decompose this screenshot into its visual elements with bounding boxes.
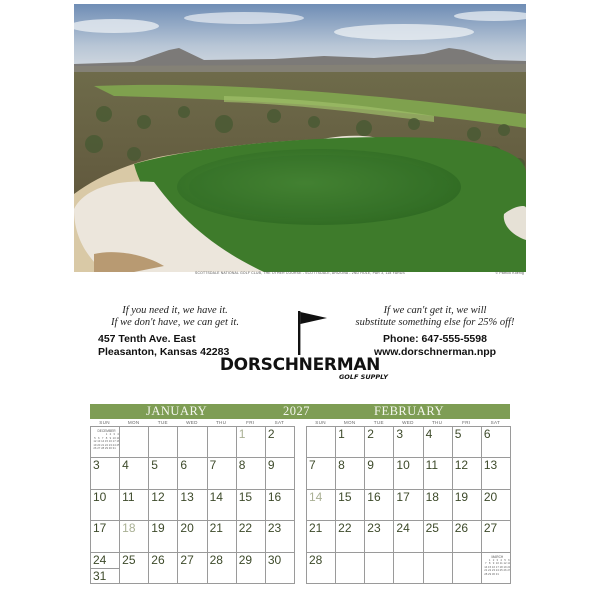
mini-calendar-day: 5 bbox=[94, 435, 96, 440]
mini-calendar-day: 31 bbox=[112, 446, 116, 451]
calendar-day-cell bbox=[394, 490, 423, 521]
photo-caption bbox=[74, 271, 526, 277]
calendar-day-cell bbox=[266, 427, 295, 458]
calendar-day-cell bbox=[149, 521, 178, 552]
day-number: 4 bbox=[425, 427, 433, 441]
mini-calendar-day: 22 bbox=[488, 568, 492, 573]
mini-calendar-day: 1 bbox=[488, 557, 491, 562]
mini-calendar-day: 19 bbox=[93, 442, 97, 447]
calendar-day-cell bbox=[208, 521, 237, 552]
mini-calendar bbox=[93, 429, 120, 451]
day-number: 31 bbox=[93, 568, 107, 583]
slogan-left-line-1: If you need it, we have it. bbox=[122, 305, 228, 316]
mini-calendar-day: 9 bbox=[492, 561, 495, 566]
day-number: 28 bbox=[309, 552, 323, 567]
calendar-day-cell bbox=[365, 490, 394, 521]
calendar-day-cell bbox=[453, 553, 482, 584]
calendar-grid-february bbox=[306, 426, 511, 584]
mini-calendar-day: 4 bbox=[500, 557, 502, 562]
weekday-label: SUN bbox=[99, 420, 110, 425]
month-name-february: FEBRUARY bbox=[374, 404, 444, 418]
address-line-2: Pleasanton, Kansas 42283 bbox=[98, 346, 230, 358]
calendar-day-cell bbox=[453, 427, 482, 458]
day-number: 14 bbox=[209, 489, 223, 504]
day-number: 6 bbox=[180, 458, 188, 473]
day-number: 11 bbox=[122, 489, 135, 504]
slogan-left bbox=[90, 305, 260, 329]
mini-calendar-day: 2 bbox=[492, 557, 495, 562]
calendar-day-cell bbox=[482, 427, 511, 458]
calendar-day-cell bbox=[120, 458, 149, 489]
weekday-label: TUE bbox=[373, 420, 384, 425]
weekday-label: MON bbox=[127, 420, 140, 425]
calendar-day-cell bbox=[208, 427, 237, 458]
day-number: 5 bbox=[151, 458, 158, 473]
mini-calendar-day: 14 bbox=[484, 564, 488, 569]
mini-calendar-day: 12 bbox=[93, 439, 97, 444]
mini-calendar-day: 18 bbox=[116, 439, 120, 444]
day-number: 12 bbox=[151, 489, 165, 504]
mini-calendar-day: 27 bbox=[97, 446, 101, 451]
day-number: 1 bbox=[338, 427, 345, 441]
day-number: 10 bbox=[396, 458, 410, 473]
day-number: 8 bbox=[238, 458, 246, 473]
day-number: 5 bbox=[454, 427, 462, 441]
calendar-day-cell bbox=[336, 427, 365, 458]
weekday-label: THU bbox=[431, 420, 443, 425]
mini-calendar-day: 7 bbox=[101, 435, 104, 440]
weekday-label: MON bbox=[343, 420, 356, 425]
calendar-day-cell bbox=[453, 490, 482, 521]
weekday-label: SAT bbox=[274, 420, 285, 425]
calendar-day-cell bbox=[307, 427, 336, 458]
weekday-label: SUN bbox=[315, 420, 326, 425]
calendar-day-cell bbox=[453, 521, 482, 552]
mini-calendar-day: 22 bbox=[104, 442, 109, 447]
day-number: 18 bbox=[425, 489, 439, 504]
calendar-day-cell bbox=[208, 490, 237, 521]
calendar-day-cell bbox=[208, 458, 237, 489]
calendar-day-cell bbox=[178, 553, 207, 584]
calendar-day-cell bbox=[365, 553, 394, 584]
day-number: 23 bbox=[367, 521, 381, 536]
weekday-label: SAT bbox=[490, 420, 501, 425]
calendar-day-cell bbox=[307, 521, 336, 552]
golf-flag-icon bbox=[294, 309, 330, 359]
day-number: 24 bbox=[396, 521, 410, 536]
mini-calendar-day: 8 bbox=[105, 435, 108, 440]
calendar-day-cell bbox=[178, 458, 207, 489]
day-number: 17 bbox=[396, 489, 410, 504]
calendar-day-cell bbox=[424, 490, 453, 521]
mini-calendar-day bbox=[507, 573, 511, 577]
mini-calendar-day: 20 bbox=[507, 564, 511, 569]
calendar-day-cell bbox=[266, 521, 295, 552]
mini-calendar-title: MARCH bbox=[491, 554, 504, 559]
mini-calendar-day: 5 bbox=[504, 557, 506, 562]
calendar-day-cell bbox=[394, 458, 423, 489]
calendar-day-cell bbox=[424, 427, 453, 458]
calendar-year: 2027 bbox=[283, 404, 310, 418]
mini-calendar-day: 12 bbox=[503, 561, 507, 566]
mini-calendar-day: 28 bbox=[484, 571, 488, 576]
calendar-day-cell bbox=[365, 427, 394, 458]
mini-calendar-day: 23 bbox=[491, 568, 496, 573]
mini-calendar-day: 1 bbox=[105, 432, 108, 436]
calendar-day-cell bbox=[307, 490, 336, 521]
mini-calendar-day: 21 bbox=[101, 442, 105, 447]
golf-landscape-illustration bbox=[74, 4, 526, 272]
brand-tagline: GOLF SUPPLY bbox=[338, 373, 388, 381]
mini-calendar-day: 11 bbox=[499, 561, 503, 566]
mini-calendar bbox=[484, 555, 511, 577]
weekday-label: WED bbox=[186, 420, 198, 425]
day-number: 2 bbox=[367, 427, 374, 441]
mini-calendar-day: 14 bbox=[101, 439, 105, 444]
mini-calendar-day: 26 bbox=[503, 568, 507, 573]
slogan-right-line-1: If we can't get it, we will bbox=[383, 305, 487, 316]
weekday-header-january bbox=[90, 419, 294, 426]
day-number: 16 bbox=[267, 489, 282, 504]
mini-calendar-day: 4 bbox=[117, 432, 119, 436]
day-number: 30 bbox=[267, 552, 282, 567]
calendar-day-cell bbox=[394, 553, 423, 584]
day-number: 6 bbox=[483, 427, 491, 441]
day-number: 15 bbox=[338, 489, 352, 504]
calendar-day-cell bbox=[237, 427, 266, 458]
day-number: 1 bbox=[238, 427, 246, 441]
calendar-day-cell bbox=[424, 458, 453, 489]
day-number: 18 bbox=[122, 521, 136, 536]
day-number: 4 bbox=[122, 458, 129, 473]
day-number: 25 bbox=[425, 521, 439, 536]
calendar-day-cell bbox=[365, 458, 394, 489]
weekday-label: WED bbox=[402, 420, 414, 425]
mini-calendar-day: 16 bbox=[108, 439, 112, 444]
photo-caption-text: SCOTTSDALE NATIONAL GOLF CLUB, THE OTHER COURSE - SCOTTSDALE, ARIZONA - 2ND HOLE, PAR 3, 118 YARDS bbox=[195, 271, 405, 275]
mini-calendar-day: 17 bbox=[112, 439, 116, 444]
mini-calendar-day: 16 bbox=[491, 564, 496, 569]
slogan-right-line-2: substitute something else for 25% off! bbox=[355, 317, 515, 328]
address-line-1: 457 Tenth Ave. East bbox=[98, 333, 196, 345]
mini-calendar-day: 25 bbox=[116, 442, 120, 447]
mini-calendar-day: 6 bbox=[97, 435, 100, 440]
day-number: 2 bbox=[267, 427, 275, 441]
mini-calendar-day: 8 bbox=[488, 561, 491, 566]
day-number: 27 bbox=[180, 552, 194, 567]
day-number: 28 bbox=[209, 552, 223, 567]
day-number: 21 bbox=[309, 521, 323, 536]
day-number: 29 bbox=[238, 552, 253, 567]
calendar-day-cell bbox=[120, 490, 149, 521]
mini-calendar-day: 13 bbox=[97, 439, 101, 444]
day-number: 22 bbox=[338, 521, 352, 536]
mini-calendar-day: 30 bbox=[108, 446, 112, 451]
calendar-day-cell bbox=[91, 458, 120, 489]
mini-calendar-day: 20 bbox=[97, 442, 101, 447]
weekday-label: TUE bbox=[157, 420, 168, 425]
calendar-day-cell bbox=[120, 521, 149, 552]
calendar-day-cell bbox=[208, 553, 237, 584]
weekday-label: THU bbox=[215, 420, 227, 425]
mini-calendar-day: 24 bbox=[112, 442, 116, 447]
calendar-day-cell bbox=[482, 458, 511, 489]
calendar-day-cell bbox=[482, 490, 511, 521]
day-number: 23 bbox=[267, 521, 282, 536]
mini-calendar-day: 21 bbox=[484, 568, 488, 573]
day-number: 9 bbox=[367, 458, 374, 473]
photo-credit: © Patrick Koenig bbox=[495, 271, 524, 275]
mini-calendar-day: 26 bbox=[93, 446, 97, 451]
day-number: 7 bbox=[209, 458, 217, 473]
calendar-day-cell bbox=[120, 553, 149, 584]
mini-calendar-day: 13 bbox=[507, 561, 511, 566]
calendar-header bbox=[90, 404, 510, 419]
weekday-header-february bbox=[306, 419, 510, 426]
phone-number: Phone: 647-555-5598 bbox=[383, 333, 487, 345]
day-number: 27 bbox=[483, 521, 498, 536]
day-number: 14 bbox=[309, 489, 323, 504]
mini-calendar-day: 27 bbox=[507, 568, 511, 573]
calendar-day-cell bbox=[307, 553, 336, 584]
day-number: 19 bbox=[151, 521, 165, 536]
golf-course-photo bbox=[74, 4, 526, 272]
website-url: www.dorschnerman.npp bbox=[373, 346, 497, 358]
day-number: 10 bbox=[93, 489, 107, 504]
calendar-day-cell bbox=[237, 490, 266, 521]
day-number: 25 bbox=[122, 552, 136, 567]
mini-calendar-title: DECEMBER bbox=[97, 429, 116, 433]
day-number: 24 bbox=[93, 552, 107, 567]
calendar-day-cell bbox=[91, 490, 120, 521]
day-number: 3 bbox=[396, 427, 404, 441]
slogan-right bbox=[340, 305, 530, 329]
day-number: 13 bbox=[180, 489, 194, 504]
day-number: 7 bbox=[309, 458, 316, 473]
day-number: 21 bbox=[209, 521, 223, 536]
day-number: 19 bbox=[454, 489, 469, 504]
calendar-day-cell bbox=[394, 521, 423, 552]
mini-calendar-day: 11 bbox=[116, 435, 120, 440]
calendar-day-cell bbox=[365, 521, 394, 552]
mini-calendar-day: 3 bbox=[496, 557, 499, 562]
day-number: 26 bbox=[454, 521, 469, 536]
mini-calendar-day: 29 bbox=[104, 446, 109, 451]
calendar-day-cell bbox=[149, 458, 178, 489]
weekday-label: FRI bbox=[462, 420, 471, 425]
day-number: 12 bbox=[454, 458, 469, 473]
mini-calendar-day: 31 bbox=[495, 571, 499, 576]
mini-calendar-day: 24 bbox=[495, 568, 499, 573]
calendar-day-cell bbox=[482, 521, 511, 552]
calendar-day-cell bbox=[149, 553, 178, 584]
mini-calendar-day: 2 bbox=[109, 432, 112, 436]
mini-calendar-day: 30 bbox=[491, 571, 496, 576]
mini-calendar-day: 28 bbox=[101, 446, 105, 451]
calendar-day-cell bbox=[482, 553, 511, 584]
day-number: 20 bbox=[180, 521, 194, 536]
calendar-day-cell bbox=[266, 553, 295, 584]
calendar-day-cell bbox=[424, 521, 453, 552]
day-number: 26 bbox=[151, 552, 165, 567]
calendar-day-cell bbox=[91, 521, 120, 552]
calendar-day-cell bbox=[453, 458, 482, 489]
mini-calendar-day: 3 bbox=[113, 432, 115, 436]
calendar-day-cell bbox=[336, 521, 365, 552]
day-number: 13 bbox=[483, 458, 498, 473]
calendar-day-cell bbox=[336, 553, 365, 584]
calendar-day-cell bbox=[336, 458, 365, 489]
mini-calendar-day: 19 bbox=[503, 564, 507, 569]
mini-calendar-day: 10 bbox=[495, 561, 499, 566]
calendar-day-cell bbox=[91, 427, 120, 458]
calendar-day-cell bbox=[120, 427, 149, 458]
mini-calendar-day: 15 bbox=[104, 439, 109, 444]
slogan-left-line-2: If we don't have, we can get it. bbox=[111, 317, 239, 328]
mini-calendar-day: 10 bbox=[112, 435, 116, 440]
day-number: 11 bbox=[425, 458, 439, 473]
calendar-day-cell bbox=[178, 521, 207, 552]
mini-calendar-day: 25 bbox=[499, 568, 503, 573]
month-name-january: JANUARY bbox=[146, 404, 208, 418]
calendar-day-cell bbox=[266, 458, 295, 489]
day-number: 3 bbox=[93, 458, 100, 473]
day-number: 9 bbox=[267, 458, 275, 473]
calendar-day-cell bbox=[394, 427, 423, 458]
day-number: 15 bbox=[238, 489, 253, 504]
day-number: 22 bbox=[238, 521, 253, 536]
calendar-day-cell bbox=[237, 458, 266, 489]
calendar-day-cell bbox=[178, 427, 207, 458]
mini-calendar-day: 18 bbox=[499, 564, 503, 569]
brand-logo: DORSCHNERMAN bbox=[219, 355, 381, 375]
day-number: 17 bbox=[93, 521, 107, 536]
calendar-day-cell bbox=[91, 553, 120, 584]
mini-calendar-day: 7 bbox=[484, 561, 487, 566]
calendar-day-cell bbox=[178, 490, 207, 521]
mini-calendar-day: 23 bbox=[108, 442, 112, 447]
day-number: 16 bbox=[367, 489, 381, 504]
mini-calendar-day: 29 bbox=[488, 571, 492, 576]
mini-calendar-day: 6 bbox=[508, 557, 510, 562]
calendar-grid-january bbox=[90, 426, 295, 584]
day-number: 20 bbox=[483, 489, 498, 504]
mini-calendar-day: 9 bbox=[109, 435, 112, 440]
calendar-day-cell bbox=[266, 490, 295, 521]
day-number: 8 bbox=[338, 458, 345, 473]
calendar-day-cell bbox=[237, 553, 266, 584]
calendar-day-cell bbox=[424, 553, 453, 584]
calendar-day-cell bbox=[307, 458, 336, 489]
weekday-label: FRI bbox=[246, 420, 255, 425]
calendar-day-cell bbox=[149, 490, 178, 521]
calendar-day-cell bbox=[237, 521, 266, 552]
calendar-day-cell bbox=[336, 490, 365, 521]
mini-calendar-day: 17 bbox=[495, 564, 499, 569]
mini-calendar-day: 15 bbox=[488, 564, 492, 569]
calendar-day-cell bbox=[149, 427, 178, 458]
